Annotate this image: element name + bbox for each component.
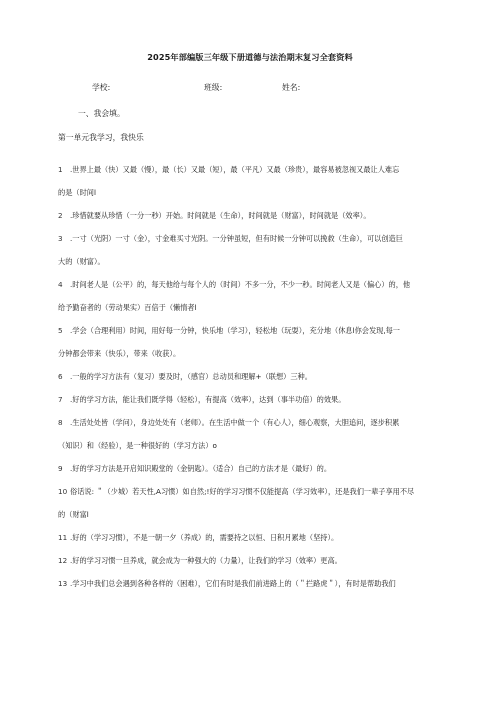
fill-item <box>58 204 470 227</box>
fill-item <box>58 227 470 273</box>
fill-item-line <box>58 503 470 526</box>
question-list <box>58 158 470 595</box>
fill-item-text: .好的学习方法是开启知识殿堂的（金钥匙）。（适合）自己的方法才是（最好）的。 <box>70 464 332 473</box>
fill-item <box>58 526 470 549</box>
fill-item-line <box>58 227 470 250</box>
fill-item-line <box>58 526 470 549</box>
fill-item-number: 1 <box>58 165 63 174</box>
fill-item-number: 11 <box>58 533 68 542</box>
fill-item <box>58 388 470 411</box>
fill-item-text: .时间老人是（公平）的，每天他给与每个人的（时间）不多一分，不少一秒。时间老人又是（偏心）的，他 <box>70 280 411 289</box>
fill-item-line <box>58 158 470 181</box>
fill-item-text: .珍惜就要从珍惜（一分一秒）开始。时间就是（生命），时间就是（财富），时间就是（效率）。 <box>70 211 371 220</box>
fill-item-text: 分钟都会带来（快乐），带来（收获）。 <box>58 349 181 358</box>
fill-item-text: .一寸（光阴）一寸（金），寸金难买寸光阴。一分钟虽短，但有时候一分钟可以挽救（生命），可以创造巨 <box>70 234 403 243</box>
fill-item-text: .学会（合理利用）时间，用好每一分钟，快乐地（学习），轻松地（玩耍），充分地（休息l你会发现,每一 <box>70 326 400 335</box>
fill-item-text: （知识）和（经验），是一种很好的（学习方法）o <box>58 441 217 450</box>
fill-item-text: .好的学习方法，能让我们既学得（轻松），有提高（效率），达到（事半功倍）的效果。 <box>70 395 346 404</box>
name-label: 姓名: <box>282 83 301 92</box>
fill-item-text: 的（财富l <box>58 510 89 519</box>
fill-item-number: 8 <box>58 418 63 427</box>
fill-item-text: .好的（学习习惯），不是一朝一夕（养成）的，需要持之以恒、日积月累地（坚持）。 <box>70 533 339 542</box>
fill-item-text: .世界上最（快）又最（慢），最（长）又最（短），最（平凡）又最（珍贵），最容易被忽视又最让人难忘 <box>70 165 400 174</box>
fill-item <box>58 365 470 388</box>
fill-item <box>58 549 470 572</box>
fill-item-number: 2 <box>58 211 63 220</box>
fill-item <box>58 273 470 319</box>
fill-item <box>58 572 470 595</box>
school-label: 学校: <box>92 83 111 92</box>
fill-item-line <box>58 388 470 411</box>
fill-item-line <box>58 181 470 204</box>
fill-item-text: 俗话说: ＂（少城）若天性,A习惯）如自然;!好的学习习惯不仅能提高（学习效率），还是我们一辈子享用不尽 <box>70 487 415 496</box>
unit-heading: 第一单元我学习，我快乐 <box>58 133 144 142</box>
fill-item-line <box>58 365 470 388</box>
fill-item-text: .生活处处皆（学问），身边处处有（老师）。在生活中做一个（有心人），细心观察，大胆追问，逐步积累 <box>70 418 400 427</box>
fill-item-number: 3 <box>58 234 63 243</box>
fill-item-text: 大的（财富）。 <box>58 257 105 266</box>
fill-item-number: 4 <box>58 280 63 289</box>
fill-item-text: .好的学习习惯一旦养成，就会成为一种强大的（力量），让我们的学习（效率）更高。 <box>70 556 342 565</box>
fill-item <box>58 319 470 365</box>
fill-item-text: .学习中我们总会遇到各种各样的（困难），它们有时是我们前进路上的（＂拦路虎＂），有时是帮助我们 <box>70 579 396 588</box>
fill-item-line <box>58 296 470 319</box>
fill-item <box>58 480 470 526</box>
fill-item-text: 给予勤奋者的（劳动果实）百倍于（懒惰者l <box>58 303 197 312</box>
fill-item-line <box>58 549 470 572</box>
fill-item-number: 10 <box>58 487 68 496</box>
fill-item-number: 13 <box>58 579 68 588</box>
fill-item <box>58 457 470 480</box>
fill-item-text: .一般的学习方法有（复习）要及时，（感官）总动员和理解+（联想）三种。 <box>70 372 312 381</box>
fill-item-line <box>58 434 470 457</box>
fill-item-number: 12 <box>58 556 68 565</box>
fill-item-text: 的是（时间l <box>58 188 96 197</box>
fill-item-line <box>58 342 470 365</box>
fill-item-line <box>58 480 470 503</box>
fill-item-number: 5 <box>58 326 63 335</box>
fill-item-line <box>58 319 470 342</box>
document-title: 2025年部编版三年级下册道德与法治期末复习全套资料 <box>147 52 353 62</box>
fill-item-line <box>58 204 470 227</box>
fill-item-number: 6 <box>58 372 63 381</box>
fill-item-number: 7 <box>58 395 63 404</box>
fill-item-number: 9 <box>58 464 63 473</box>
fill-item-line <box>58 457 470 480</box>
fill-item <box>58 158 470 204</box>
fill-item-line <box>58 411 470 434</box>
fill-item-line <box>58 250 470 273</box>
fill-item-line <box>58 572 470 595</box>
section-heading: 一、我会填。 <box>78 109 125 118</box>
fill-item <box>58 411 470 457</box>
fill-item-line <box>58 273 470 296</box>
class-label: 班级: <box>204 83 223 92</box>
